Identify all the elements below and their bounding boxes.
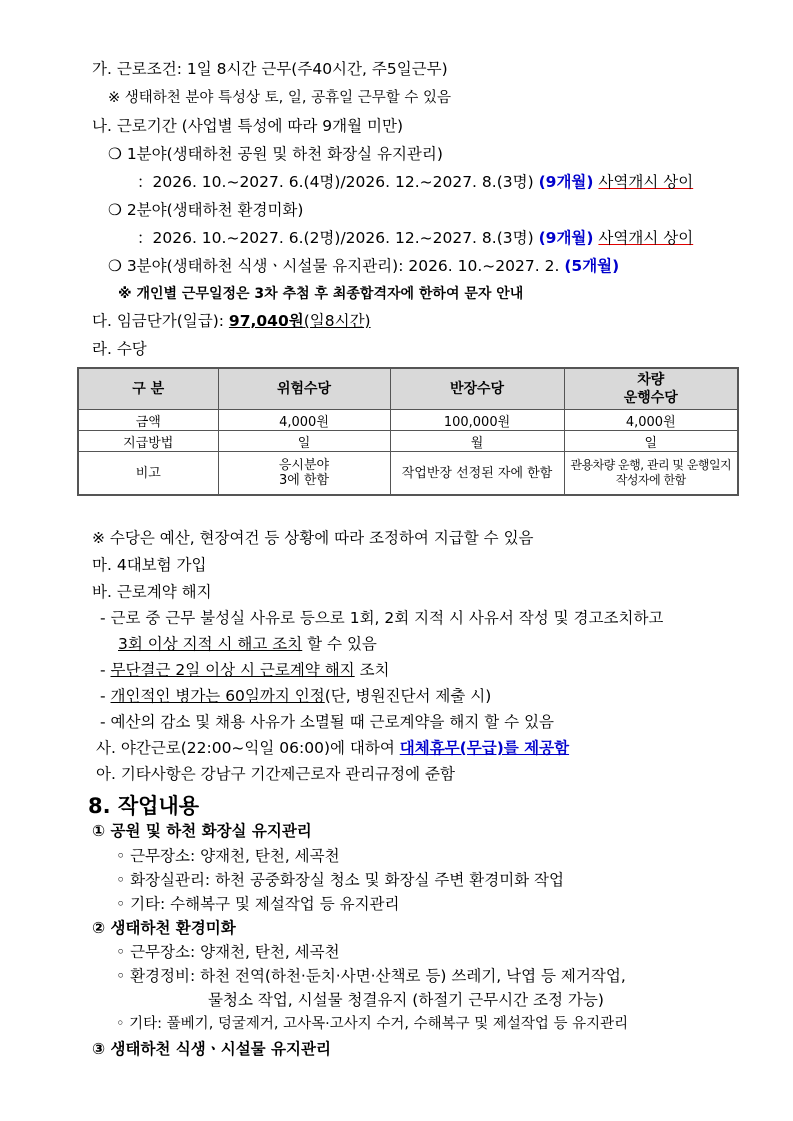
wage-value: 97,040원 [228, 312, 304, 330]
termination-heading: 바. 근로계약 해지 [92, 583, 212, 601]
field1-period [137, 172, 693, 192]
sick-leave-suffix: (단, 병원진단서 제출 시) [324, 687, 492, 705]
item2-line-4: ◦ 기타: 풀베기, 덩굴제거, 고사목·고사지 수거, 수해복구 및 제설작업 등 유지관리 [116, 1016, 629, 1032]
item2-line-1: ◦ 근무장소: 양재천, 탄천, 세곡천 [116, 943, 340, 961]
dismissal-suffix: 할 수 있음 [302, 635, 377, 653]
termination-item-1: - 근로 중 근무 불성실 사유로 등으로 1회, 2회 지적 시 사유서 작성 및 경고조치하고 [100, 609, 664, 627]
header-vehicle: 차량 운행수당 [564, 368, 738, 410]
weekend-work-note: ※ 생태하천 분야 특성상 토, 일, 공휴일 근무할 수 있음 [108, 90, 451, 106]
allowance-table [77, 367, 739, 496]
dash: - [100, 661, 111, 679]
field3-line [108, 256, 619, 276]
cell-amount-label: 금액 [78, 410, 218, 431]
other-matters-line: 아. 기타사항은 강남구 기간제근로자 관리규정에 준함 [96, 765, 455, 783]
field1-dates: ：2026. 10.~2027. 6.(4명)/2026. 12.~2027. 8.(3명) [137, 173, 534, 191]
cell-amount-vehicle: 4,000원 [564, 410, 738, 431]
field1-months: (9개월) [538, 173, 594, 191]
sick-leave-condition: 개인적인 병가는 60일까지 인정 [110, 687, 325, 705]
item2-line-3: 물청소 작업, 시설물 청결유지 (하절기 근무시간 조정 가능) [208, 991, 604, 1009]
item3-title: ③ 생태하천 식생ㆍ시설물 유지관리 [92, 1040, 331, 1058]
table-row [78, 452, 738, 496]
schedule-notice: ※ 개인별 근무일정은 3차 추첨 후 최종합격자에 한하여 문자 안내 [118, 286, 524, 302]
cell-remark-label: 비고 [78, 452, 218, 496]
wage-label: 다. 임금단가(일급): [92, 312, 224, 330]
cell-remark-leader: 작업반장 선정된 자에 한함 [390, 452, 564, 496]
field2-title: ❍ 2분야(생태하천 환경미화) [108, 201, 304, 219]
termination-item-2 [100, 660, 390, 680]
work-period-line: 나. 근로기간 (사업별 특성에 따라 9개월 미만) [92, 117, 403, 135]
header-leader: 반장수당 [390, 368, 564, 410]
field2-months: (9개월) [538, 229, 594, 247]
insurance-line: 마. 4대보험 가입 [92, 556, 207, 574]
night-work-line [96, 738, 569, 758]
termination-item-4: - 예산의 감소 및 채용 사유가 소멸될 때 근로계약을 해지 할 수 있음 [100, 713, 555, 731]
field3-title: ❍ 3분야(생태하천 식생ㆍ시설물 유지관리): 2026. 10.~2027. 2. [108, 257, 560, 275]
allowance-adjust-note: ※ 수당은 예산, 현장여건 등 상황에 따라 조정하여 지급할 수 있음 [92, 529, 534, 547]
field2-note: 사역개시 상이 [598, 229, 694, 247]
field2-period [137, 228, 693, 248]
cell-method-hazard: 일 [218, 431, 390, 452]
cell-method-label: 지급방법 [78, 431, 218, 452]
item1-line-3: ◦ 기타: 수해복구 및 제설작업 등 유지관리 [116, 895, 400, 913]
allowance-header-row [78, 368, 738, 410]
dismissal-condition: 3회 이상 지적 시 해고 조치 [118, 635, 303, 653]
item1-title: ① 공원 및 하천 화장실 유지관리 [92, 822, 312, 840]
item2-title: ② 생태하천 환경미화 [92, 919, 236, 937]
termination-item-3 [100, 686, 491, 706]
item1-line-1: ◦ 근무장소: 양재천, 탄천, 세곡천 [116, 847, 340, 865]
cell-method-leader: 월 [390, 431, 564, 452]
night-work-text: 사. 야간근로(22:00~익일 06:00)에 대하여 [96, 739, 400, 757]
table-row [78, 410, 738, 431]
absence-condition: 무단결근 2일 이상 시 근로계약 해지 [110, 661, 355, 679]
dash: - [100, 687, 111, 705]
header-category: 구 분 [78, 368, 218, 410]
item2-line-2: ◦ 환경정비: 하천 전역(하천·둔치·사면·산책로 등) 쓰레기, 낙엽 등 제거작업, [116, 967, 626, 985]
cell-amount-hazard: 4,000원 [218, 410, 390, 431]
cell-remark-vehicle: 관용차량 운행, 관리 및 운행일지 작성자에 한함 [564, 452, 738, 496]
substitute-holiday: 대체휴무(무급)를 제공함 [399, 739, 570, 757]
field2-dates: ：2026. 10.~2027. 6.(2명)/2026. 12.~2027. 8.(3명) [137, 229, 534, 247]
header-hazard: 위험수당 [218, 368, 390, 410]
table-row [78, 431, 738, 452]
cell-remark-hazard: 응시분야 3에 한함 [218, 452, 390, 496]
field3-months: (5개월) [564, 257, 620, 275]
cell-method-vehicle: 일 [564, 431, 738, 452]
wage-suffix: (일8시간) [303, 312, 371, 330]
wage-line [92, 311, 371, 331]
work-hours-line: 가. 근로조건: 1일 8시간 근무(주40시간, 주5일근무) [92, 60, 448, 78]
allowance-heading: 라. 수당 [92, 340, 147, 358]
field1-title: ❍ 1분야(생태하천 공원 및 하천 화장실 유지관리) [108, 145, 443, 163]
termination-item-1-cont [118, 634, 377, 654]
item1-line-2: ◦ 화장실관리: 하천 공중화장실 청소 및 화장실 주변 환경미화 작업 [116, 871, 565, 889]
cell-amount-leader: 100,000원 [390, 410, 564, 431]
field1-note: 사역개시 상이 [598, 173, 694, 191]
section-title: 8. 작업내용 [88, 794, 200, 818]
absence-suffix: 조치 [354, 661, 390, 679]
